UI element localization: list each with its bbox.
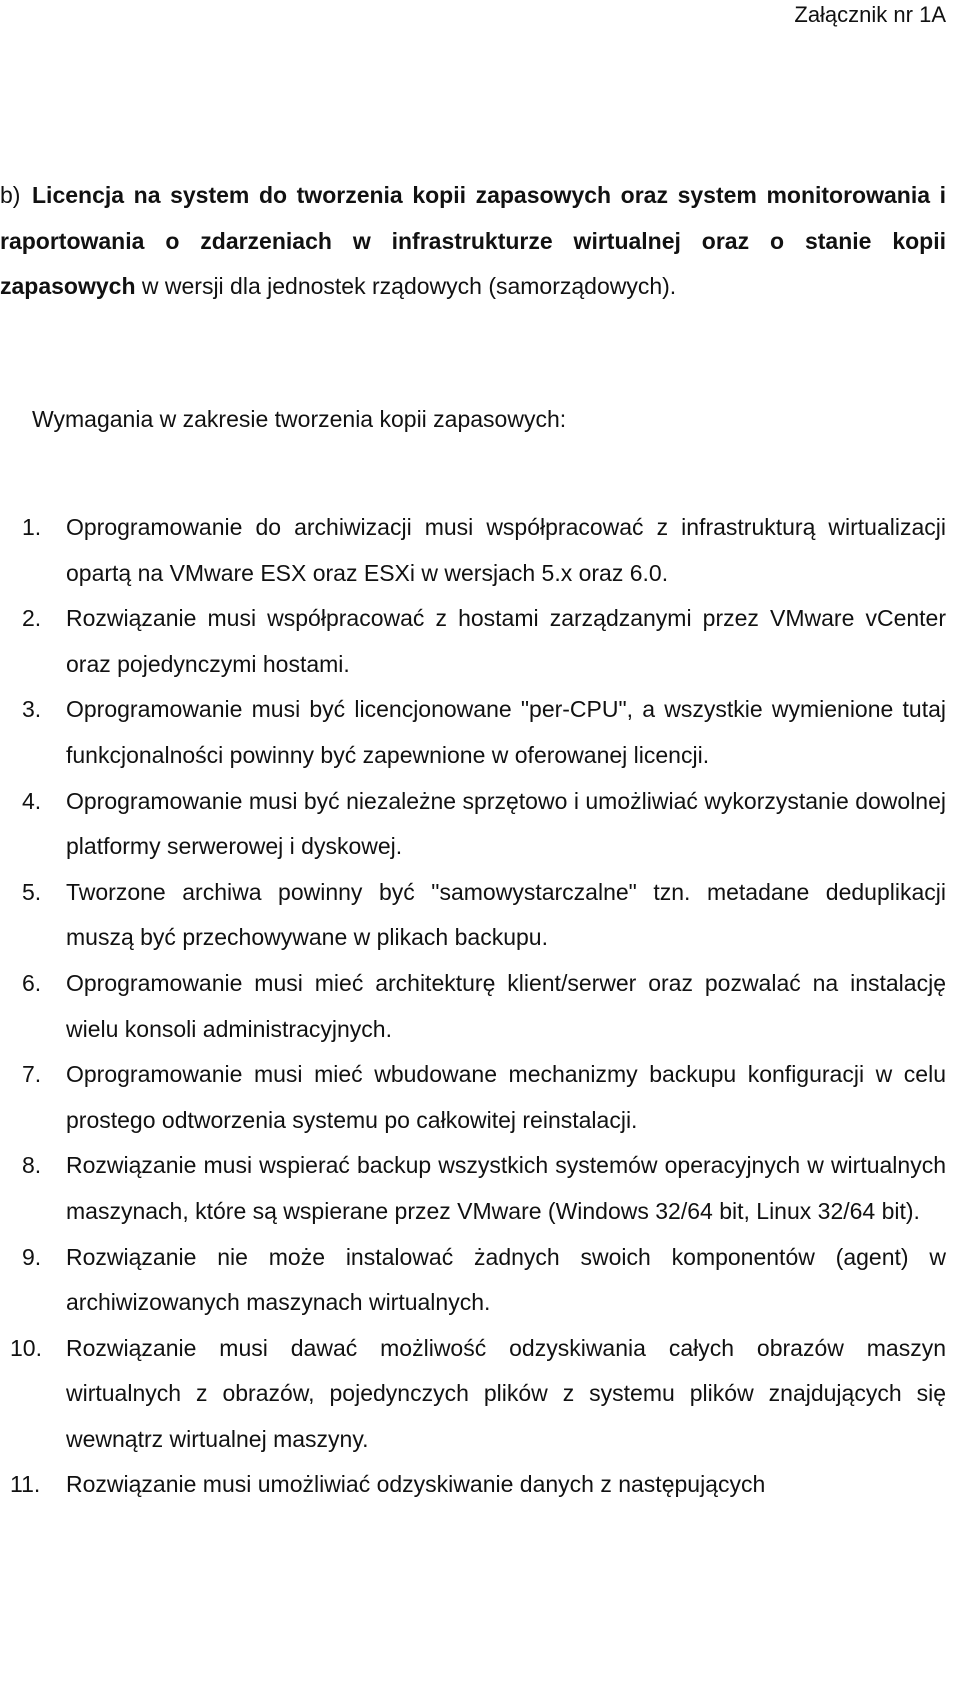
requirement-number: 8. — [22, 1152, 42, 1179]
requirements-heading: Wymagania w zakresie tworzenia kopii zapasowych: — [32, 406, 567, 432]
intro-bold-text: Licencja na system do tworzenia kopii zapasowych oraz system monitorowania i raportowania o zdarzeniach w infrastrukturze wirtualnej oraz o stanie kopii zapasowych — [0, 182, 946, 300]
requirement-number: 7. — [22, 1061, 42, 1088]
requirement-item — [0, 1143, 946, 1234]
requirements-list — [0, 505, 946, 1508]
requirement-item — [0, 1052, 946, 1143]
intro-normal-text: w wersji dla jednostek rządowych (samorządowych). — [135, 273, 677, 300]
requirement-text: Rozwiązanie nie może instalować żadnych swoich komponentów (agent) w archiwizowanych maszynach wirtualnych. — [66, 1243, 946, 1316]
requirement-item — [0, 505, 946, 596]
requirement-text: Oprogramowanie musi mieć wbudowane mechanizmy backupu konfiguracji w celu prostego odtworzenia systemu po całkowitej reinstalacji. — [66, 1061, 946, 1133]
requirement-item — [0, 870, 946, 961]
requirement-text: Oprogramowanie musi być licencjonowane "per-CPU", a wszystkie wymienione tutaj funkcjonalności powinny być zapewnione w oferowanej licencji. — [66, 696, 946, 768]
requirement-text: Rozwiązanie musi współpracować z hostami zarządzanymi przez VMware vCenter oraz pojedynczymi hostami. — [66, 605, 946, 677]
requirement-item — [0, 779, 946, 870]
requirement-text: Tworzone archiwa powinny być "samowystarczalne" tzn. metadane deduplikacji muszą być przechowywane w plikach backupu. — [66, 878, 946, 951]
requirement-text: Oprogramowanie musi być niezależne sprzętowo i umożliwiać wykorzystanie dowolnej platformy serwerowej i dyskowej. — [66, 787, 946, 860]
requirement-number: 11. — [10, 1471, 41, 1498]
requirement-text: Rozwiązanie musi wspierać backup wszystkich systemów operacyjnych w wirtualnych maszynach, które są wspierane przez VMware (Windows 32/64 bit, Linux 32/64 bit). — [66, 1152, 946, 1224]
requirement-number: 4. — [22, 787, 42, 814]
requirement-number: 9. — [22, 1243, 42, 1270]
requirement-item — [0, 596, 946, 687]
requirement-item — [0, 1326, 946, 1463]
intro-paragraph — [0, 173, 946, 310]
requirement-number: 10. — [10, 1334, 42, 1361]
requirement-number: 3. — [22, 696, 42, 723]
requirement-number: 2. — [22, 605, 42, 632]
annex-label: Załącznik nr 1A — [794, 2, 946, 27]
requirement-item — [0, 1462, 946, 1508]
requirement-number: 1. — [22, 514, 42, 540]
requirement-item — [0, 1235, 946, 1326]
requirement-text: Rozwiązanie musi dawać możliwość odzyskiwania całych obrazów maszyn wirtualnych z obrazów, pojedynczych plików z systemu plików znajdujących się wewnątrz wirtualnej maszyny. — [66, 1334, 946, 1452]
intro-marker: b) — [0, 182, 21, 208]
requirement-item — [0, 961, 946, 1052]
requirement-text: Oprogramowanie musi mieć architekturę klient/serwer oraz pozwalać na instalację wielu konsoli administracyjnych. — [66, 969, 946, 1042]
requirement-number: 5. — [22, 878, 42, 905]
requirement-number: 6. — [22, 969, 42, 996]
requirement-text: Oprogramowanie do archiwizacji musi współpracować z infrastrukturą wirtualizacji opartą na VMware ESX oraz ESXi w wersjach 5.x oraz 6.0. — [66, 514, 946, 586]
requirement-item — [0, 687, 946, 778]
requirement-text: Rozwiązanie musi umożliwiać odzyskiwanie danych z następujących — [66, 1471, 766, 1498]
